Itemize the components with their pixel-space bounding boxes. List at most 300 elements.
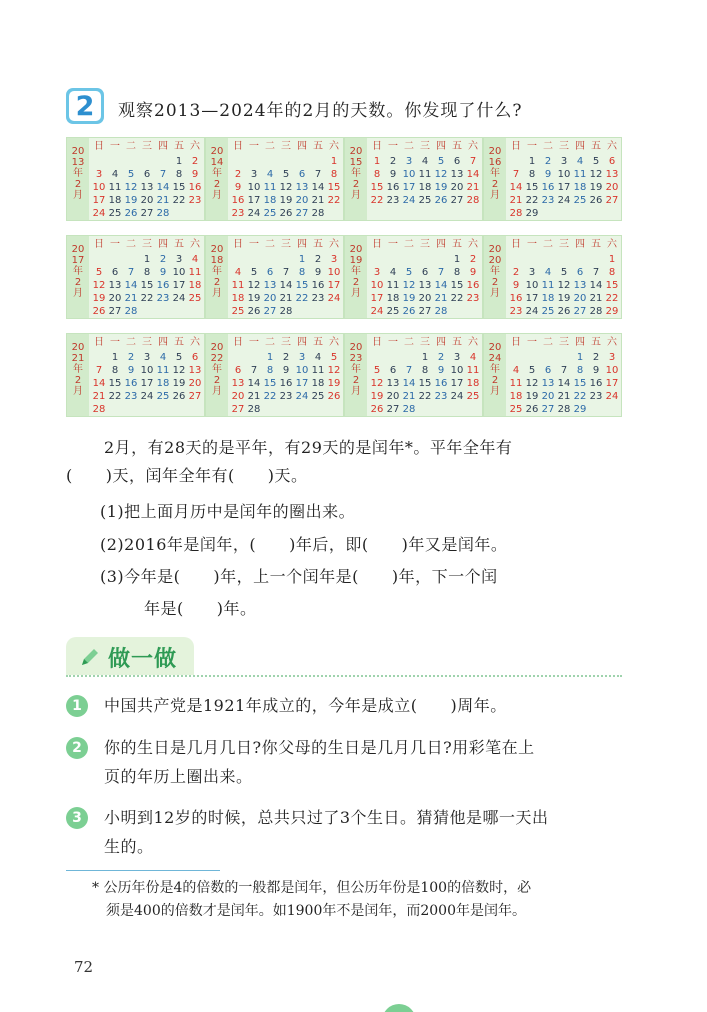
calendar-day: 28: [557, 404, 571, 415]
calendar-day: 1: [266, 352, 274, 363]
calendar-year-label: 2013年 2月: [71, 146, 85, 201]
weekday-label: 六: [468, 239, 478, 250]
calendar-day: 19: [172, 378, 186, 389]
calendar-day: 18: [231, 293, 245, 304]
calendar-year-label: 2016年 2月: [488, 146, 502, 201]
weekday-header: [91, 336, 203, 350]
calendar-day: 18: [386, 293, 400, 304]
calendar-day: 2: [512, 267, 520, 278]
calendar-day: 4: [234, 267, 242, 278]
calendar-day: 1: [175, 156, 183, 167]
calendar-day: 21: [402, 391, 416, 402]
calendar-day: 13: [605, 169, 619, 180]
weekday-label: 五: [452, 337, 462, 348]
calendar-day: 5: [282, 169, 290, 180]
calendar-day: 9: [234, 182, 242, 193]
calendar-day: 28: [156, 208, 170, 219]
weekday-label: 六: [607, 337, 617, 348]
calendar-day: 23: [124, 391, 138, 402]
calendar-day: 26: [172, 391, 186, 402]
weekday-label: 日: [372, 239, 382, 250]
calendar-day: 22: [525, 195, 539, 206]
calendar-day: 19: [279, 195, 293, 206]
weekday-label: 六: [329, 239, 339, 250]
calendar-day: 24: [605, 391, 619, 402]
calendar-day: 27: [450, 195, 464, 206]
weekday-label: 四: [436, 141, 446, 152]
calendar-day: 22: [418, 391, 432, 402]
calendar-day: 5: [373, 365, 381, 376]
calendar-day: 2: [282, 352, 290, 363]
calendar-day: 14: [279, 280, 293, 291]
weekday-label: 三: [559, 141, 569, 152]
weekday-header: [230, 238, 342, 252]
section-divider: [66, 675, 622, 677]
weekday-label: 四: [158, 239, 168, 250]
calendar-day: 2: [592, 352, 600, 363]
calendar-day: 1: [298, 254, 306, 265]
calendar-day: 20: [295, 195, 309, 206]
calendar-year-strip: [206, 236, 228, 318]
calendar-day: 24: [327, 293, 341, 304]
calendar-day: 1: [330, 156, 338, 167]
calendar-day: 23: [509, 306, 523, 317]
calendar-day: 17: [525, 293, 539, 304]
calendar-day: 17: [402, 182, 416, 193]
calendar-day: 10: [327, 267, 341, 278]
calendar-year-strip: [484, 236, 506, 318]
weekday-label: 六: [329, 337, 339, 348]
calendar-day: 8: [175, 169, 183, 180]
calendar-day: 3: [405, 156, 413, 167]
calendar-day: 21: [156, 195, 170, 206]
calendar-day: 16: [386, 182, 400, 193]
calendar-day: 27: [295, 208, 309, 219]
weekday-label: 三: [559, 239, 569, 250]
calendar-day: 18: [573, 182, 587, 193]
calendar-day: 12: [279, 182, 293, 193]
calendar-year-label: 2021年 2月: [71, 342, 85, 397]
weekday-label: 四: [575, 141, 585, 152]
footnote-rule: [66, 870, 220, 871]
exercise-2-badge: 2: [66, 737, 88, 759]
calendar-day: 6: [421, 267, 429, 278]
calendar-day: 25: [573, 195, 587, 206]
calendar-day: 18: [263, 195, 277, 206]
calendar-day: 12: [525, 378, 539, 389]
calendar-day: 11: [263, 182, 277, 193]
sub-question-2: (2)2016年是闰年，( )年后，即( )年又是闰年。: [100, 535, 508, 554]
weekday-label: 二: [265, 141, 275, 152]
calendar-day: 16: [279, 378, 293, 389]
sub-question-3: (3)今年是( )年，上一个闰年是( )年，下一个闰: [100, 567, 498, 586]
calendar-day: 26: [279, 208, 293, 219]
weekday-label: 三: [420, 141, 430, 152]
calendar-day: 5: [560, 267, 568, 278]
calendar-day: 20: [418, 293, 432, 304]
calendar-day: 29: [605, 306, 619, 317]
calendar-day: 25: [418, 195, 432, 206]
calendar-day: 1: [373, 156, 381, 167]
calendar-day: 1: [111, 352, 119, 363]
weekday-label: 五: [174, 239, 184, 250]
calendar-day: 11: [156, 365, 170, 376]
exercise-1-badge: 1: [66, 695, 88, 717]
calendar-day: 9: [389, 169, 397, 180]
calendar-day: 15: [172, 182, 186, 193]
calendar-day: 18: [311, 378, 325, 389]
calendar-day: 11: [311, 365, 325, 376]
calendar-year-strip: [67, 236, 89, 318]
calendar-day: 10: [370, 280, 384, 291]
february-calendar: [205, 333, 344, 417]
calendar-day: 3: [143, 352, 151, 363]
february-calendar: [66, 333, 205, 417]
weekday-label: 四: [297, 141, 307, 152]
calendar-day: 8: [576, 365, 584, 376]
weekday-label: 六: [190, 239, 200, 250]
calendar-day: 27: [605, 195, 619, 206]
calendar-day: 5: [175, 352, 183, 363]
calendar-day: 14: [402, 378, 416, 389]
calendar-day: 17: [247, 195, 261, 206]
weekday-label: 四: [436, 239, 446, 250]
calendar-year-strip: [67, 334, 89, 416]
weekday-header: [508, 336, 620, 350]
calendar-day: 9: [544, 169, 552, 180]
calendar-day: 22: [263, 391, 277, 402]
weekday-label: 日: [511, 141, 521, 152]
calendar-day: 22: [172, 195, 186, 206]
calendar-day: 4: [266, 169, 274, 180]
calendar-day: 24: [92, 208, 106, 219]
calendar-day: 9: [512, 280, 520, 291]
calendar-day: 7: [95, 365, 103, 376]
weekday-label: 六: [329, 141, 339, 152]
calendar-day: 2: [127, 352, 135, 363]
calendar-day: 14: [466, 169, 480, 180]
weekday-label: 日: [511, 239, 521, 250]
calendar-day: 7: [512, 169, 520, 180]
calendar-day: 14: [92, 378, 106, 389]
question-number: 2: [75, 91, 95, 122]
calendar-day: 7: [437, 267, 445, 278]
calendar-year-label: 2020年 2月: [488, 244, 502, 299]
weekday-label: 五: [452, 141, 462, 152]
calendar-day: 19: [247, 293, 261, 304]
calendar-day: 16: [124, 378, 138, 389]
february-calendar: [344, 333, 483, 417]
calendar-day: 3: [175, 254, 183, 265]
calendar-day: 27: [263, 306, 277, 317]
calendar-day: 22: [370, 195, 384, 206]
calendar-day: 16: [311, 280, 325, 291]
weekday-label: 二: [265, 239, 275, 250]
calendar-day: 5: [95, 267, 103, 278]
calendar-day: 15: [263, 378, 277, 389]
calendar-day: 9: [282, 365, 290, 376]
calendar-day: 2: [314, 254, 322, 265]
calendar-day: 8: [608, 267, 616, 278]
calendar-day: 16: [231, 195, 245, 206]
calendar-day: 10: [92, 182, 106, 193]
calendar-day: 29: [573, 404, 587, 415]
calendar-day: 4: [469, 352, 477, 363]
calendar-day: 6: [544, 365, 552, 376]
calendar-day: 15: [327, 182, 341, 193]
weekday-label: 五: [591, 141, 601, 152]
sub-question-3-continued: 年是( )年。: [144, 599, 257, 618]
calendar-day: 18: [418, 182, 432, 193]
calendar-day: 3: [453, 352, 461, 363]
february-calendar: [66, 235, 205, 319]
footnote-line-1: * 公历年份是4的倍数的一般都是闰年，但公历年份是100的倍数时，必: [92, 880, 532, 896]
calendar-day: 27: [231, 404, 245, 415]
calendar-day: 3: [560, 156, 568, 167]
weekday-header: [91, 238, 203, 252]
calendar-day: 15: [108, 378, 122, 389]
calendar-day: 5: [127, 169, 135, 180]
weekday-label: 二: [126, 239, 136, 250]
calendar-day: 22: [605, 293, 619, 304]
calendar-day: 28: [124, 306, 138, 317]
calendar-day: 5: [437, 156, 445, 167]
calendar-day: 14: [124, 280, 138, 291]
calendar-day: 10: [605, 365, 619, 376]
calendar-day: 10: [247, 182, 261, 193]
weekday-label: 一: [110, 337, 120, 348]
calendar-row: [66, 137, 622, 221]
calendar-day: 23: [231, 208, 245, 219]
calendar-day: 20: [386, 391, 400, 402]
calendar-day: 26: [370, 404, 384, 415]
calendar-day: 13: [386, 378, 400, 389]
weekday-label: 一: [388, 141, 398, 152]
calendar-day: 25: [188, 293, 202, 304]
calendar-day: 28: [434, 306, 448, 317]
weekday-label: 日: [94, 141, 104, 152]
february-calendar: [483, 235, 622, 319]
february-calendar: [344, 235, 483, 319]
calendar-day: 9: [469, 267, 477, 278]
calendar-day: 22: [327, 195, 341, 206]
calendar-year-strip: [345, 334, 367, 416]
weekday-header: [230, 336, 342, 350]
calendar-day: 15: [525, 182, 539, 193]
weekday-label: 六: [607, 141, 617, 152]
calendar-day: 12: [124, 182, 138, 193]
weekday-label: 一: [388, 239, 398, 250]
calendar-day: 15: [573, 378, 587, 389]
weekday-label: 四: [575, 337, 585, 348]
calendar-day: 17: [450, 378, 464, 389]
calendar-day: 4: [389, 267, 397, 278]
calendar-day: 26: [525, 404, 539, 415]
calendar-day: 8: [298, 267, 306, 278]
calendar-year-strip: [345, 236, 367, 318]
calendar-day: 25: [466, 391, 480, 402]
calendar-day: 24: [140, 391, 154, 402]
section-title: 做一做: [108, 647, 178, 672]
calendar-day: 27: [108, 306, 122, 317]
calendar-day: 8: [453, 267, 461, 278]
calendar-day: 14: [434, 280, 448, 291]
calendar-day: 20: [231, 391, 245, 402]
calendar-day: 16: [589, 378, 603, 389]
calendar-day: 17: [605, 378, 619, 389]
weekday-label: 一: [110, 141, 120, 152]
february-calendar: [483, 333, 622, 417]
sub-question-1: (1)把上面月历中是闰年的圈出来。: [100, 502, 356, 521]
calendar-day: 7: [314, 169, 322, 180]
calendar-day: 24: [172, 293, 186, 304]
calendar-day: 16: [541, 182, 555, 193]
calendar-year-strip: [484, 138, 506, 220]
weekday-header: [91, 140, 203, 154]
calendar-day: 26: [402, 306, 416, 317]
calendar-day: 20: [605, 182, 619, 193]
exercise-3-badge: 3: [66, 807, 88, 829]
calendar-day: 29: [525, 208, 539, 219]
calendar-day: 6: [389, 365, 397, 376]
calendar-day: 8: [266, 365, 274, 376]
calendar-day: 26: [124, 208, 138, 219]
calendar-day: 11: [573, 169, 587, 180]
calendar-day: 28: [279, 306, 293, 317]
calendar-day: 28: [311, 208, 325, 219]
calendar-day: 8: [528, 169, 536, 180]
calendar-day: 15: [450, 280, 464, 291]
calendar-day: 16: [466, 280, 480, 291]
calendar-day: 12: [557, 280, 571, 291]
calendar-day: 7: [127, 267, 135, 278]
weekday-label: 五: [452, 239, 462, 250]
calendar-day: 26: [247, 306, 261, 317]
calendar-day: 9: [191, 169, 199, 180]
calendar-day: 9: [592, 365, 600, 376]
calendar-day: 24: [247, 208, 261, 219]
calendar-day: 13: [295, 182, 309, 193]
footnote-line-2: 须是400的倍数才是闰年。如1900年不是闰年，而2000年是闰年。: [106, 903, 526, 919]
weekday-label: 二: [126, 337, 136, 348]
calendar-day: 4: [159, 352, 167, 363]
calendar-day: 27: [188, 391, 202, 402]
weekday-label: 五: [174, 337, 184, 348]
calendar-day: 7: [405, 365, 413, 376]
calendar-day: 25: [263, 208, 277, 219]
calendar-day: 20: [450, 182, 464, 193]
calendar-day: 12: [92, 280, 106, 291]
weekday-label: 三: [281, 141, 291, 152]
calendar-day: 3: [608, 352, 616, 363]
weekday-header: [230, 140, 342, 154]
calendar-day: 12: [247, 280, 261, 291]
calendar-day: 6: [191, 352, 199, 363]
calendar-day: 13: [231, 378, 245, 389]
calendar-day: 25: [311, 391, 325, 402]
calendar-day: 6: [111, 267, 119, 278]
calendar-day: 8: [111, 365, 119, 376]
calendar-day: 11: [541, 280, 555, 291]
calendar-year-strip: [67, 138, 89, 220]
calendar-year-strip: [206, 138, 228, 220]
calendar-day: 3: [373, 267, 381, 278]
calendar-day: 10: [172, 267, 186, 278]
calendar-year-strip: [206, 334, 228, 416]
calendar-day: 11: [188, 267, 202, 278]
calendar-day: 5: [405, 267, 413, 278]
calendar-day: 22: [295, 293, 309, 304]
calendar-day: 24: [402, 195, 416, 206]
pencil-icon: [78, 645, 102, 669]
weekday-label: 四: [297, 337, 307, 348]
calendar-day: 23: [156, 293, 170, 304]
calendar-day: 22: [140, 293, 154, 304]
calendar-day: 9: [159, 267, 167, 278]
weekday-label: 六: [190, 141, 200, 152]
weekday-label: 四: [158, 337, 168, 348]
weekday-label: 三: [281, 239, 291, 250]
weekday-label: 五: [313, 239, 323, 250]
calendar-day: 14: [247, 378, 261, 389]
weekday-label: 三: [420, 239, 430, 250]
calendar-day: 24: [525, 306, 539, 317]
calendar-day: 10: [140, 365, 154, 376]
calendar-day: 11: [466, 365, 480, 376]
calendar-day: 20: [140, 195, 154, 206]
calendar-day: 4: [576, 156, 584, 167]
calendar-day: 13: [541, 378, 555, 389]
calendar-day: 21: [279, 293, 293, 304]
calendar-day: 26: [92, 306, 106, 317]
weekday-label: 三: [142, 239, 152, 250]
calendar-day: 6: [143, 169, 151, 180]
exercise-2-text-continued: 页的年历上圈出来。: [104, 767, 253, 786]
calendar-day: 28: [247, 404, 261, 415]
calendar-day: 15: [370, 182, 384, 193]
calendar-day: 6: [576, 267, 584, 278]
calendar-year-label: 2017年 2月: [71, 244, 85, 299]
weekday-label: 日: [94, 239, 104, 250]
calendar-day: 27: [140, 208, 154, 219]
calendar-day: 5: [528, 365, 536, 376]
calendar-day: 10: [402, 169, 416, 180]
calendar-year-label: 2018年 2月: [210, 244, 224, 299]
weekday-label: 二: [404, 239, 414, 250]
calendar-day: 2: [469, 254, 477, 265]
calendar-day: 16: [156, 280, 170, 291]
calendar-day: 17: [370, 293, 384, 304]
calendar-day: 19: [370, 391, 384, 402]
calendar-day: 10: [525, 280, 539, 291]
weekday-label: 一: [527, 337, 537, 348]
calendar-day: 27: [418, 306, 432, 317]
calendar-day: 12: [589, 169, 603, 180]
calendar-day: 23: [466, 293, 480, 304]
weekday-label: 日: [233, 337, 243, 348]
calendar-day: 22: [108, 391, 122, 402]
weekday-label: 日: [94, 337, 104, 348]
calendar-day: 28: [92, 404, 106, 415]
calendar-day: 1: [608, 254, 616, 265]
exercise-2-text: 你的生日是几月几日?你父母的生日是几月几日?用彩笔在上: [104, 738, 535, 757]
calendar-day: 17: [140, 378, 154, 389]
calendar-day: 13: [188, 365, 202, 376]
calendar-day: 5: [592, 156, 600, 167]
calendar-year-strip: [345, 138, 367, 220]
calendar-day: 14: [509, 182, 523, 193]
calendar-day: 7: [282, 267, 290, 278]
